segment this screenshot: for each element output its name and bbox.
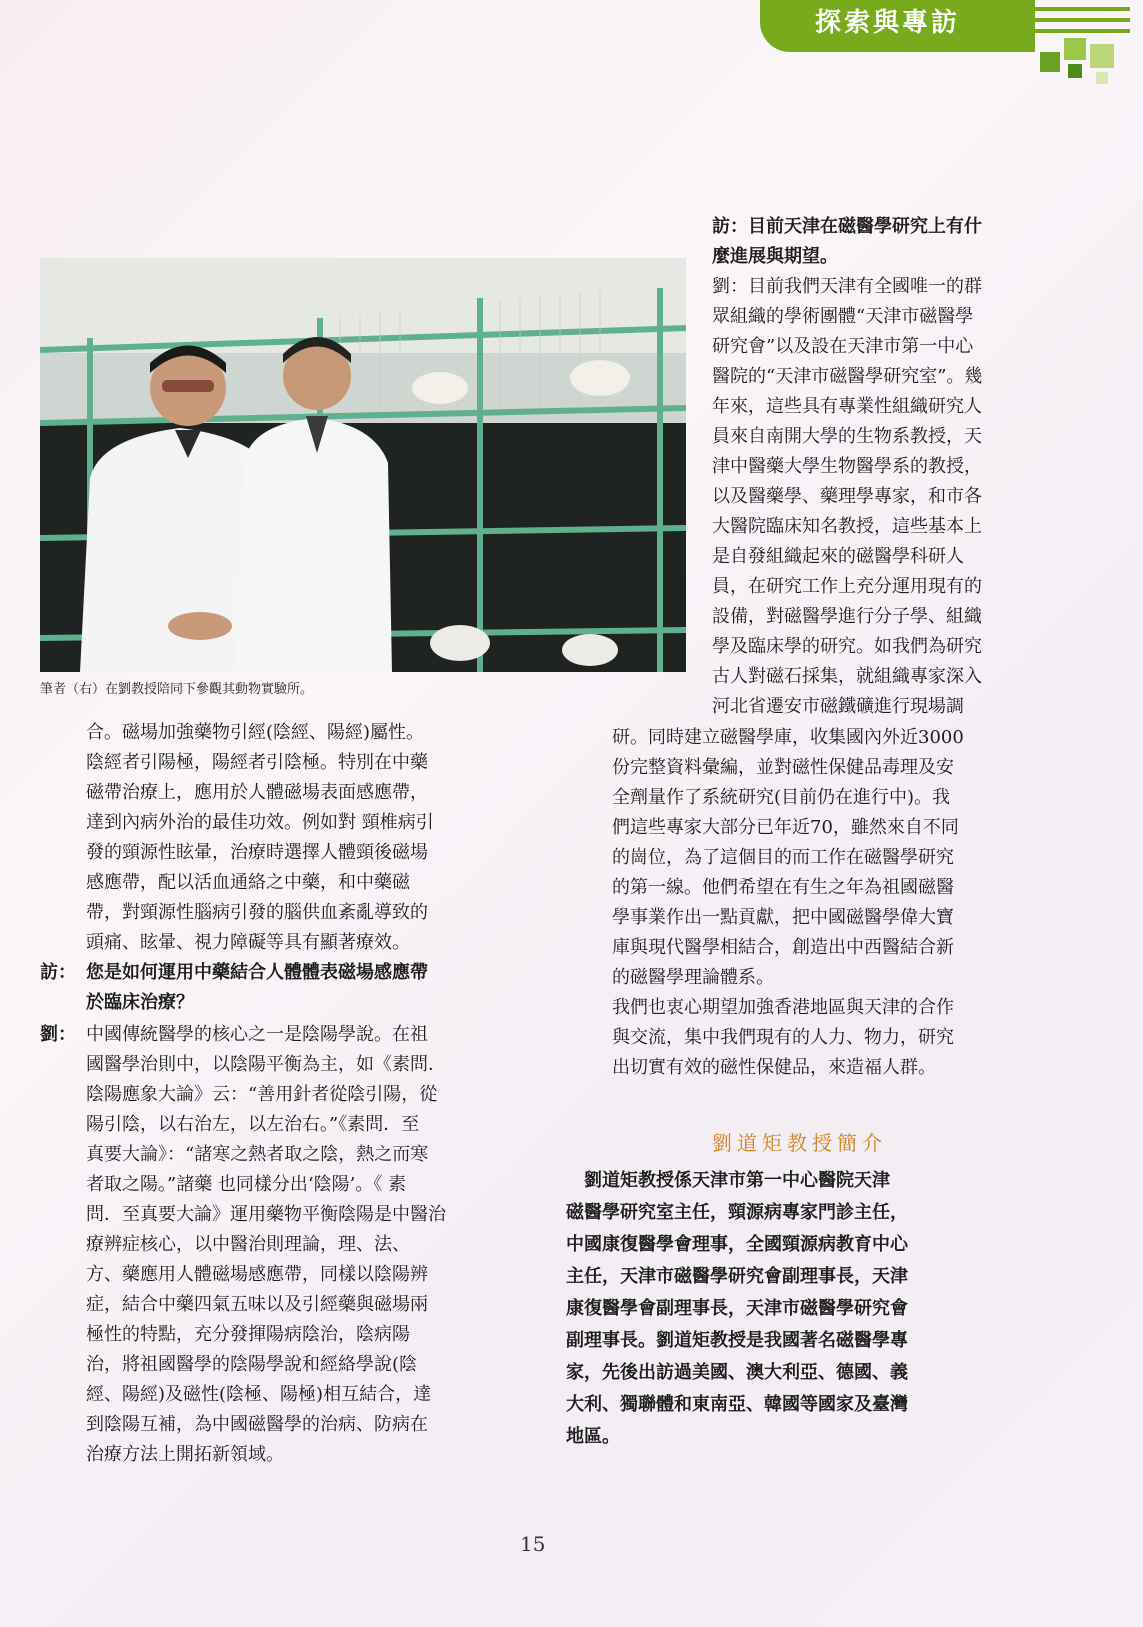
text-line: 古人對磁石採集，就組織專家深入 bbox=[712, 666, 982, 687]
text-line: 達到內病外治的最佳功效。例如對 頸椎病引 bbox=[86, 812, 434, 833]
text-line: 學及臨床學的研究。如我們為研究 bbox=[712, 636, 982, 657]
text-line: 症，結合中藥四氣五味以及引經藥與磁場兩 bbox=[86, 1294, 428, 1315]
text-line: 庫與現代醫學相結合，創造出中西醫結合新 bbox=[612, 937, 954, 958]
text-line: 陽引陰，以右治左，以左治右。”《素問．至 bbox=[86, 1114, 420, 1135]
text-line: 劉道矩教授係天津市第一中心醫院天津 bbox=[566, 1170, 890, 1191]
text-line: 我們也衷心期望加強香港地區與天津的合作 bbox=[612, 997, 954, 1018]
text-line: 極性的特點，充分發揮陽病陰治，陰病陽 bbox=[86, 1324, 410, 1345]
left-paragraph-continued bbox=[86, 718, 434, 958]
text-line: 於臨床治療？ bbox=[86, 992, 194, 1013]
answer-1-wide bbox=[612, 723, 964, 1083]
text-line: 國醫學治則中，以陰陽平衡為主，如《素問． bbox=[86, 1054, 446, 1075]
text-line: 康復醫學會副理事長，天津市磁醫學研究會 bbox=[566, 1298, 908, 1319]
text-line: 治療方法上開拓新領域。 bbox=[86, 1444, 284, 1465]
text-line: 員，在研究工作上充分運用現有的 bbox=[712, 576, 982, 597]
text-line: 磁帶治療上，應用於人體磁場表面感應帶， bbox=[86, 782, 428, 803]
text-line: 感應帶，配以活血通絡之中藥，和中藥磁 bbox=[86, 872, 410, 893]
text-line: 津中醫藥大學生物醫學系的教授， bbox=[712, 456, 982, 477]
text-line: 治，將祖國醫學的陰陽學說和經絡學說(陰 bbox=[86, 1354, 418, 1375]
text-line: 地區。 bbox=[566, 1426, 620, 1447]
text-line: 大醫院臨床知名教授，這些基本上 bbox=[712, 516, 982, 537]
text-line: 到陰陽互補，為中國磁醫學的治病、防病在 bbox=[86, 1414, 428, 1435]
text-line: 方、藥應用人體磁場感應帶，同樣以陰陽辨 bbox=[86, 1264, 428, 1285]
text-line: 研究會”以及設在天津市第一中心 bbox=[712, 336, 974, 357]
text-line: 陰陽應象大論》云：“善用針者從陰引陽，從 bbox=[86, 1084, 438, 1105]
text-line: 大利、獨聯體和東南亞、韓國等國家及臺灣 bbox=[566, 1394, 908, 1415]
section-tab bbox=[760, 0, 1035, 52]
text-line: 麼進展與期望。 bbox=[712, 246, 838, 267]
text-line: 主任，天津市磁醫學研究會副理事長，天津 bbox=[566, 1266, 908, 1287]
text-line: 份完整資料彙編，並對磁性保健品毒理及安 bbox=[612, 757, 954, 778]
photo-caption: 筆者（右）在劉教授陪同下參觀其動物實驗所。 bbox=[40, 682, 314, 697]
text-line: 頭痛、眩暈、視力障礙等具有顯著療效。 bbox=[86, 932, 410, 953]
text-line: 與交流，集中我們現有的人力、物力，研究 bbox=[612, 1027, 954, 1048]
bio-title: 劉道矩教授簡介 bbox=[712, 1131, 887, 1155]
lab-photo bbox=[40, 258, 686, 672]
text-line: 醫院的“天津市磁醫學研究室”。幾 bbox=[712, 366, 983, 387]
text-line: 河北省遷安市磁鐵礦進行現場調 bbox=[712, 696, 964, 717]
answer-2 bbox=[86, 1020, 446, 1470]
text-line: 發的頸源性眩暈，治療時選擇人體頸後磁場 bbox=[86, 842, 428, 863]
bio-paragraph bbox=[566, 1165, 908, 1453]
text-line: 眾組織的學術團體“天津市磁醫學 bbox=[712, 306, 974, 327]
question-2-label: 訪： bbox=[40, 962, 76, 983]
text-line: 的崗位，為了這個目的而工作在磁醫學研究 bbox=[612, 847, 954, 868]
answer-2-label: 劉： bbox=[40, 1024, 76, 1045]
text-line: 全劑量作了系統研究(目前仍在進行中)。我 bbox=[612, 787, 951, 808]
text-line: 家，先後出訪過美國、澳大利亞、德國、義 bbox=[566, 1362, 908, 1383]
text-line: 劉：目前我們天津有全國唯一的群 bbox=[712, 276, 982, 297]
question-1 bbox=[712, 212, 982, 272]
text-line: 副理事長。劉道矩教授是我國著名磁醫學專 bbox=[566, 1330, 908, 1351]
text-line: 合。磁場加強藥物引經(陰經、陽經)屬性。 bbox=[86, 722, 425, 743]
text-line: 陰經者引陽極，陽經者引陰極。特別在中藥 bbox=[86, 752, 428, 773]
text-line: 帶，對頸源性腦病引發的腦供血紊亂導致的 bbox=[86, 902, 428, 923]
lab-photo-illustration bbox=[40, 258, 686, 672]
text-line: 真要大論》：“諸寒之熱者取之陰，熱之而寒 bbox=[86, 1144, 429, 1165]
text-line: 研。同時建立磁醫學庫，收集國內外近3000 bbox=[612, 727, 964, 748]
text-line: 們這些專家大部分已年近70，雖然來自不同 bbox=[612, 817, 959, 838]
text-line: 者取之陽。”諸藥 也同樣分出‘陰陽’。《 素 bbox=[86, 1174, 407, 1195]
text-line: 中國康復醫學會理事，全國頸源病教育中心 bbox=[566, 1234, 908, 1255]
section-title: 探索與專訪 bbox=[815, 8, 961, 38]
answer-1-narrow bbox=[712, 272, 982, 722]
text-line: 中國傳統醫學的核心之一是陰陽學說。在祖 bbox=[86, 1024, 428, 1045]
text-line: 學事業作出一點貢獻，把中國磁醫學偉大寶 bbox=[612, 907, 954, 928]
text-line: 員來自南開大學的生物系教授，天 bbox=[712, 426, 982, 447]
text-line: 磁醫學研究室主任，頸源病專家門診主任， bbox=[566, 1202, 908, 1223]
text-line: 設備，對磁醫學進行分子學、組織 bbox=[712, 606, 982, 627]
text-line: 年來，這些具有專業性組織研究人 bbox=[712, 396, 982, 417]
question-2 bbox=[86, 958, 428, 1018]
text-line: 訪：目前天津在磁醫學研究上有什 bbox=[712, 216, 982, 237]
text-line: 的第一線。他們希望在有生之年為祖國磁醫 bbox=[612, 877, 954, 898]
text-line: 經、陽經)及磁性(陰極、陽極)相互結合，達 bbox=[86, 1384, 432, 1405]
text-line: 療辨症核心，以中醫治則理論，理、法、 bbox=[86, 1234, 410, 1255]
text-line: 的磁醫學理論體系。 bbox=[612, 967, 774, 988]
text-line: 出切實有效的磁性保健品，來造福人群。 bbox=[612, 1057, 936, 1078]
text-line: 是自發組織起來的磁醫學科研人 bbox=[712, 546, 964, 567]
text-line: 問．至真要大論》運用藥物平衡陰陽是中醫治 bbox=[86, 1204, 446, 1225]
header-stripes bbox=[1035, 0, 1130, 33]
page-number: 15 bbox=[520, 1532, 546, 1556]
text-line: 您是如何運用中藥結合人體體表磁場感應帶 bbox=[86, 962, 428, 983]
decorative-squares bbox=[1040, 38, 1130, 98]
text-line: 以及醫藥學、藥理學專家，和市各 bbox=[712, 486, 982, 507]
